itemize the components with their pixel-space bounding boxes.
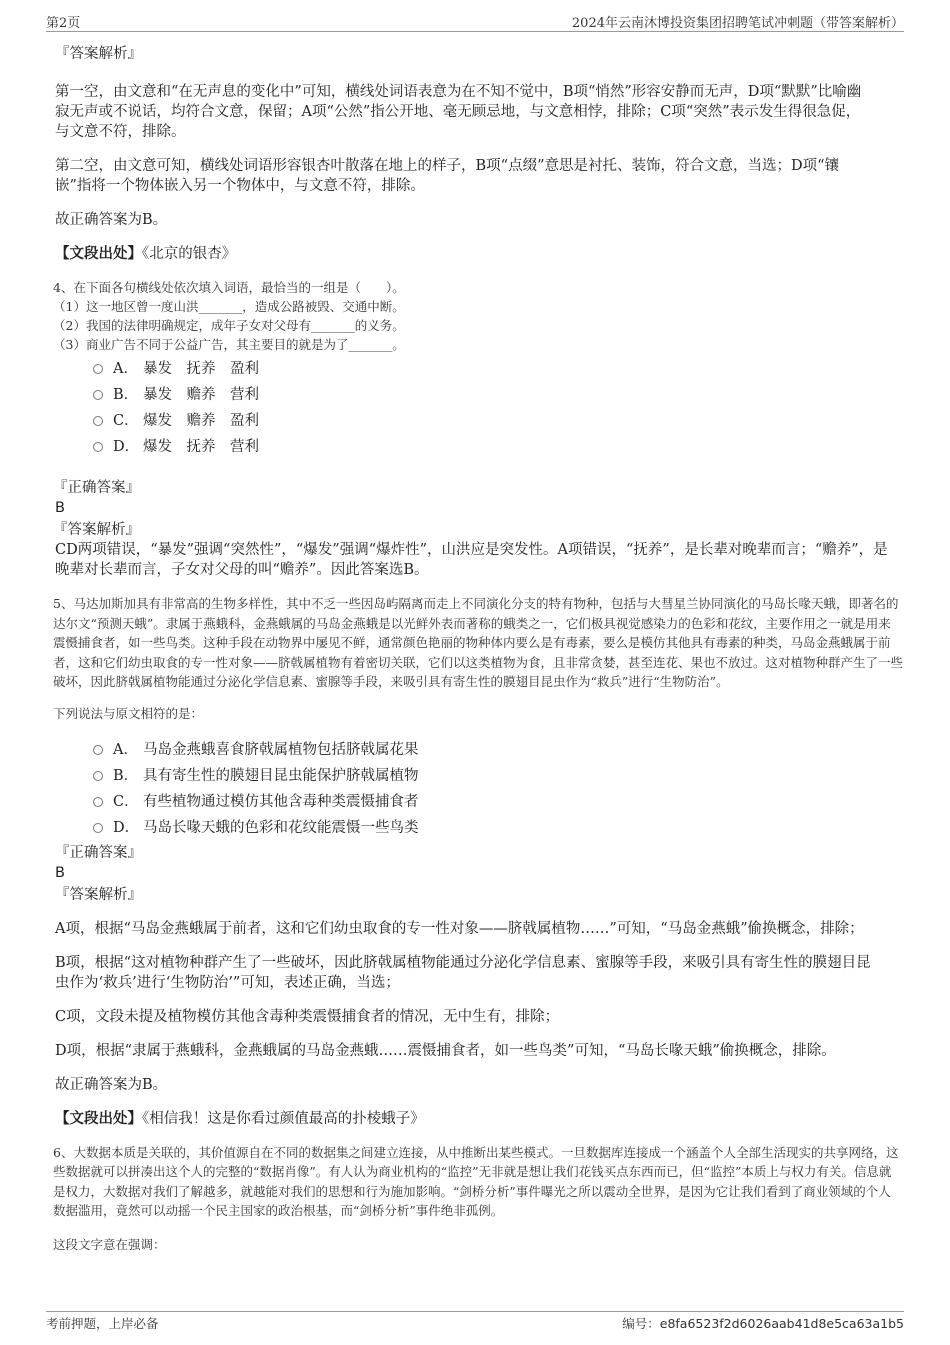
q4-option-c[interactable]: C． 爆发 赡养 盈利 <box>93 408 903 434</box>
q5-source <box>55 1109 903 1129</box>
document-code: 编号：e8fa6523f2d6026aab41d8e5ca63a1b5 <box>622 1316 904 1331</box>
q5-analysis-b: B项，根据“这对植物种群产生了一些破坏，因此脐戟属植物能通过分泌化学信息素、蜜腺等手段，来吸引具有寄生性的膜翅目昆虫作为‘救兵’进行‘生物防治’”可知，表述正确，当选； <box>55 954 871 991</box>
q5-answer-label: 『正确答案』 <box>55 844 142 861</box>
radio-icon[interactable] <box>93 823 103 833</box>
q3-analysis-label: 『答案解析』 <box>55 46 142 62</box>
page-footer <box>46 1314 904 1332</box>
q6-prompt: 这段文字意在强调： <box>53 1236 166 1252</box>
radio-icon[interactable] <box>93 771 103 781</box>
header-divider <box>46 31 904 32</box>
q5-option-c[interactable]: C． 有些植物通过模仿其他含毒种类震慑捕食者 <box>93 789 903 815</box>
q3-conclusion: 故正确答案为B。 <box>55 212 168 228</box>
radio-icon[interactable] <box>93 797 103 807</box>
q5-prompt: 下列说法与原文相符的是： <box>53 705 204 721</box>
q5-option-b[interactable]: B． 具有寄生性的膜翅目昆虫能保护脐戟属植物 <box>93 763 903 789</box>
document-body <box>55 44 903 1254</box>
q5-analysis-label: 『答案解析』 <box>55 886 142 903</box>
q4-stem: 4、在下面各句横线处依次填入词语，最恰当的一组是（ ）。 <box>53 280 405 295</box>
q4-option-d[interactable]: D． 爆发 抚养 营利 <box>93 434 903 460</box>
q4-line-2: （2）我国的法律明确规定，成年子女对父母有_______的义务。 <box>53 318 405 333</box>
q4-line-3: （3）商业广告不同于公益广告，其主要目的就是为了_______。 <box>53 337 405 352</box>
q5-source-label: 【文段出处】 <box>55 1109 142 1127</box>
q5-analysis-a: A项，根据“马岛金燕蛾属于前者，这和它们幼虫取食的专一性对象——脐戟属植物……”可知，“马岛金燕蛾”偷换概念，排除； <box>55 920 864 937</box>
q5-option-d[interactable]: D． 马岛长喙天蛾的色彩和花纹能震慑一些鸟类 <box>93 815 903 841</box>
q5-option-a[interactable]: A． 马岛金燕蛾喜食脐戟属植物包括脐戟属花果 <box>93 737 903 763</box>
q5-passage: 5、马达加斯加具有非常高的生物多样性，其中不乏一些因岛屿隔离而走上不同演化分支的特有物种，包括与大彗星兰协同演化的马岛长喙天蛾，即著名的达尔文“预测天蛾”。隶属于燕蛾科，金燕蛾属的马岛金燕蛾是以光鲜外表而著称的蛾类之一，它们极具视觉感染力的色彩和花纹，主要作用之一就是用来震慑捕食者，如一些鸟类。这种手段在动物界中屡见不鲜，通常颜色艳丽的物种体内要么是有毒素，要么是模仿其他具有毒素的种类，马岛金燕蛾属于前者，这和它们幼虫取食的专一性对象——脐戟属植物有着密切关联，它们以这类植物为食，且非常贪婪，甚至连花、果也不放过。这对植物种群产生了一些破坏，因此脐戟属植物能通过分泌化学信息素、蜜腺等手段，来吸引具有寄生性的膜翅目昆虫作为“救兵”进行“生物防治”。 <box>53 596 904 689</box>
q5-source-title: 《相信我！这是你看过颜值最高的扑棱蛾子》 <box>142 1110 425 1127</box>
q5-analysis-d: D项，根据“隶属于燕蛾科，金燕蛾属的马岛金燕蛾……震慑捕食者，如一些鸟类”可知，“马岛长喙天蛾”偷换概念，排除。 <box>55 1042 836 1059</box>
radio-icon[interactable] <box>93 745 103 755</box>
q4-options <box>93 356 903 460</box>
q3-source <box>55 244 903 264</box>
q4-analysis: CD两项错误，“暴发”强调“突然性”，“爆发”强调“爆炸性”，山洪应是突发性。A项错误，“抚养”，是长辈对晚辈而言；“赡养”，是晚辈对长辈而言，子女对父母的叫“赡养”。因此答案选B。 <box>55 542 888 578</box>
page-number: 第2页 <box>46 16 81 31</box>
radio-icon[interactable] <box>93 390 103 400</box>
document-title: 2024年云南沐博投资集团招聘笔试冲刺题（带答案解析） <box>571 16 904 31</box>
footer-divider <box>46 1311 904 1312</box>
question-4 <box>53 278 903 580</box>
q5-conclusion: 故正确答案为B。 <box>55 1076 168 1093</box>
q4-analysis-label: 『答案解析』 <box>53 522 140 538</box>
q6-passage: 6、大数据本质是关联的，其价值源自在不同的数据集之间建立连接，从中推断出某些模式。一旦数据库连接成一个涵盖个人全部生活现实的共享网络，这些数据就可以拼凑出这个人的完整的“数据肖像”。有人认为商业机构的“监控”无非就是想让我们花钱买点东西而已，但“监控”本质上与权力有关。信息就是权力，大数据对我们了解越多，就越能对我们的思想和行为施加影响。“剑桥分析”事件曝光之所以震动全世界，是因为它让我们看到了商业领域的个人数据滥用，竟然可以动摇一个民主国家的政治根基，而“剑桥分析”事件绝非孤例。 <box>53 1144 899 1218</box>
q3-analysis-para1: 第一空，由文意和“在无声息的变化中”可知，横线处词语表意为在不知不觉中，B项“悄然”形容安静而无声，D项“默默”比喻幽寂无声或不说话，均符合文意，保留；A项“公然”指公开地、毫无顾忌地，与文意相悖，排除；C项“突然”表示发生得很急促，与文意不符，排除。 <box>55 84 862 140</box>
q5-options <box>93 737 903 841</box>
q3-source-title: 《北京的银杏》 <box>142 246 237 262</box>
question-5 <box>53 594 903 1129</box>
q3-source-label: 【文段出处】 <box>55 245 142 262</box>
radio-icon[interactable] <box>93 416 103 426</box>
q4-answer-label: 『正确答案』 <box>53 480 140 496</box>
footer-slogan: 考前押题，上岸必备 <box>46 1316 159 1331</box>
q3-analysis-para2: 第二空，由文意可知，横线处词语形容银杏叶散落在地上的样子，B项“点缀”意思是衬托、装饰，符合文意，当选；D项“镶嵌”指将一个物体嵌入另一个物体中，与文意不符，排除。 <box>55 158 840 194</box>
q5-analysis-c: C项，文段未提及植物模仿其他含毒种类震慑捕食者的情况，无中生有，排除； <box>55 1008 560 1025</box>
q4-line-1: （1）这一地区曾一度山洪_______，造成公路被毁、交通中断。 <box>53 299 405 314</box>
q5-answer: B <box>55 864 65 881</box>
q4-option-a[interactable]: A． 暴发 抚养 盈利 <box>93 356 903 382</box>
q4-answer: B <box>55 500 65 516</box>
question-6 <box>53 1143 903 1254</box>
radio-icon[interactable] <box>93 442 103 452</box>
radio-icon[interactable] <box>93 364 103 374</box>
page-header <box>46 12 904 31</box>
q4-option-b[interactable]: B． 暴发 赡养 营利 <box>93 382 903 408</box>
